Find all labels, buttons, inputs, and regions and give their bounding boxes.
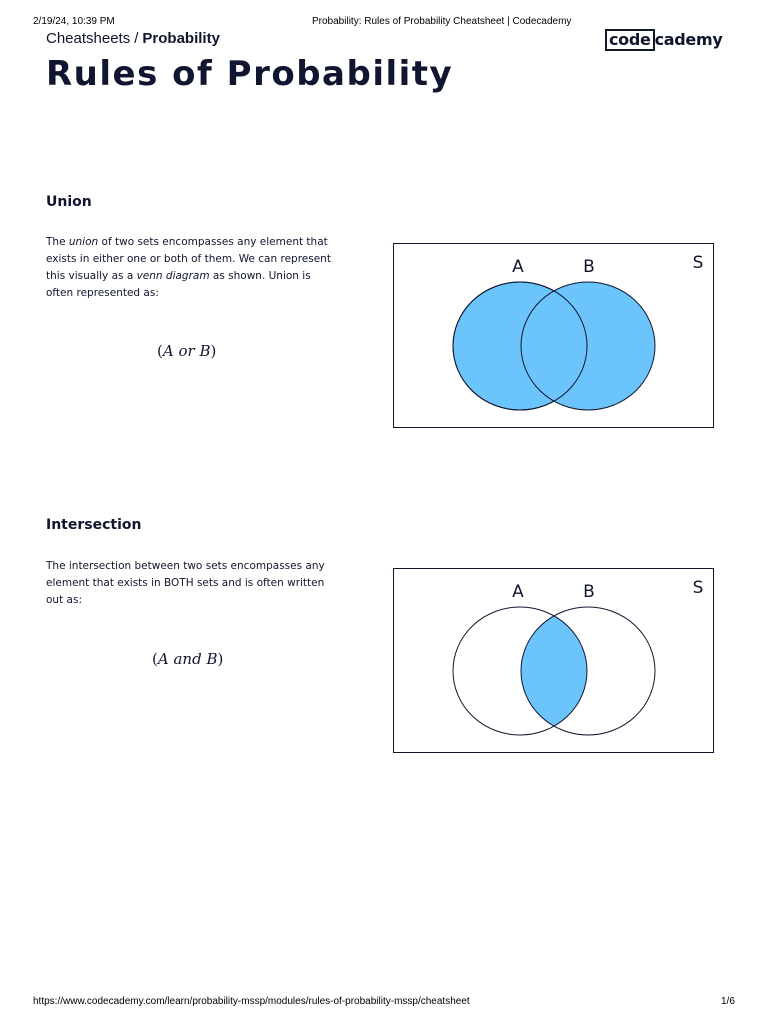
- union-desc-pre: The: [46, 236, 69, 248]
- logo-boxed-part: code: [605, 29, 655, 51]
- union-formula-a: A: [162, 342, 174, 360]
- union-venn-label-b: B: [583, 257, 595, 277]
- union-description: [46, 234, 336, 302]
- codecademy-logo[interactable]: [605, 28, 722, 52]
- intersection-description: The intersection between two sets encompasses any element that exists in BOTH sets and is often written out as:: [46, 560, 325, 606]
- intersection-formula-op: and: [173, 650, 202, 668]
- union-desc-em-venn: venn diagram: [136, 270, 210, 282]
- union-venn-label-s: S: [692, 253, 704, 273]
- intersection-formula-a: A: [157, 650, 169, 668]
- union-desc-mid: of two sets encompasses any element that exists in either one or both of them. We can represent this visually as a: [46, 236, 331, 282]
- union-formula-open: (: [157, 342, 163, 360]
- union-venn-diagram: [393, 243, 714, 428]
- breadcrumb: [46, 30, 220, 47]
- print-date: 2/19/24, 10:39 PM: [33, 16, 115, 27]
- union-formula-close: ): [210, 342, 217, 360]
- breadcrumb-separator: /: [134, 30, 139, 47]
- print-footer-url: https://www.codecademy.com/learn/probability-mssp/modules/rules-of-probability-mssp/cheatsheet: [33, 996, 470, 1007]
- union-venn-circle-b: [521, 282, 655, 410]
- page-title: Rules of Probability: [46, 54, 454, 94]
- union-venn-label-a: A: [512, 257, 524, 277]
- intersection-formula-open: (: [152, 650, 158, 668]
- intersection-venn-label-s: S: [692, 578, 704, 598]
- print-footer: [0, 996, 768, 1010]
- union-formula: [157, 342, 216, 360]
- intersection-heading: Intersection: [46, 517, 142, 533]
- print-document-title: Probability: Rules of Probability Cheatsheet | Codecademy: [312, 16, 572, 27]
- intersection-formula: [152, 650, 223, 668]
- logo-rest: cademy: [654, 30, 723, 49]
- union-formula-op: or: [178, 342, 195, 360]
- breadcrumb-cheatsheets-link[interactable]: Cheatsheets: [46, 30, 131, 47]
- intersection-formula-b: B: [206, 650, 218, 668]
- intersection-venn-label-a: A: [512, 582, 524, 602]
- union-heading: Union: [46, 194, 92, 210]
- intersection-formula-close: ): [217, 650, 224, 668]
- union-formula-b: B: [199, 342, 211, 360]
- union-desc-em-union: union: [68, 236, 99, 248]
- breadcrumb-current[interactable]: Probability: [142, 30, 220, 47]
- union-desc-post: as shown. Union is often represented as:: [46, 270, 311, 299]
- intersection-venn-label-b: B: [583, 582, 595, 602]
- intersection-venn-diagram: [393, 568, 714, 753]
- print-footer-page-number: 1/6: [721, 996, 735, 1007]
